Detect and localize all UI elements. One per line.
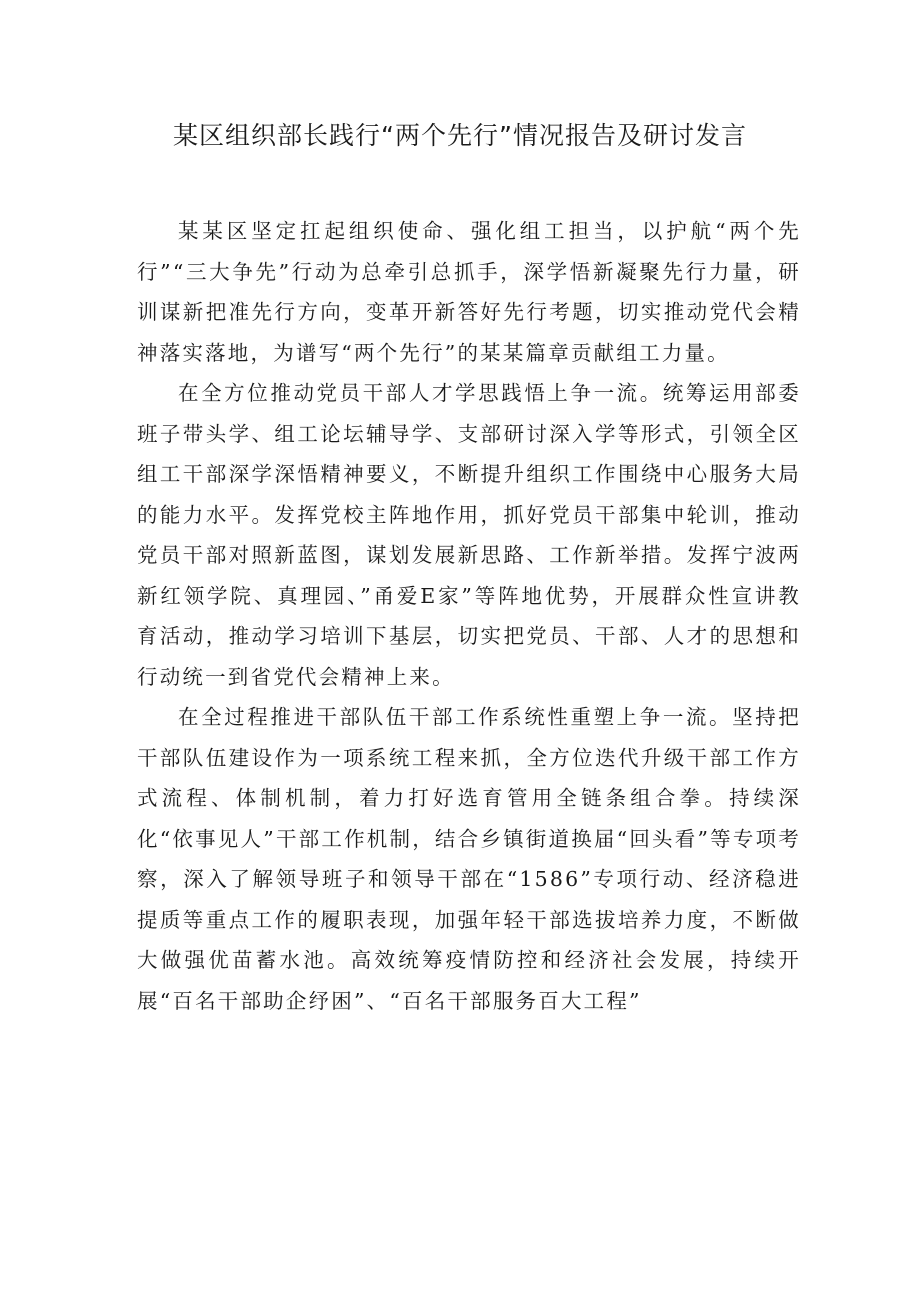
document-title: 某区组织部长践行“两个先行”情况报告及研讨发言 (173, 121, 747, 150)
paragraph-cadre: 在全过程推进干部队伍干部工作系统性重塑上争一流。坚持把干部队伍建设作为一项系统工程来抓，全方位迭代升级干部工作方式流程、体制机制，着力打好选育管用全链条组合拳。持续深化“依事见人”干部工作机制，结合乡镇街道换届“回头看”等专项考察，深入了解领导班子和领导干部在“1586”专项行动、经济稳进提质等重点工作的履职表现，加强年轻干部选拔培养力度，不断做大做强优苗蓄水池。高效统筹疫情防控和经济社会发展，持续开展“百名干部助企纾困”、“百名干部服务百大工程” (137, 705, 801, 1013)
paragraph-intro: 某某区坚定扛起组织使命、强化组工担当，以护航“两个先行”“三大争先”行动为总牵引总抓手，深学悟新凝聚先行力量，研训谋新把准先行方向，变革开新答好先行考题，切实推动党代会精神落实落地，为谱写“两个先行”的某某篇章贡献组工力量。 (137, 219, 801, 365)
document-body (137, 211, 801, 1021)
paragraph-study: 在全方位推动党员干部人才学思践悟上争一流。统筹运用部委班子带头学、组工论坛辅导学、支部研讨深入学等形式，引领全区组工干部深学深悟精神要义，不断提升组织工作围绕中心服务大局的能力水平。发挥党校主阵地作用，抓好党员干部集中轮训，推动党员干部对照新蓝图，谋划发展新思路、工作新举措。发挥宁波两新红领学院、真理园、”甬爱E家”等阵地优势，开展群众性宣讲教育活动，推动学习培训下基层，切实把党员、干部、人才的思想和行动统一到省党代会精神上来。 (137, 381, 801, 689)
